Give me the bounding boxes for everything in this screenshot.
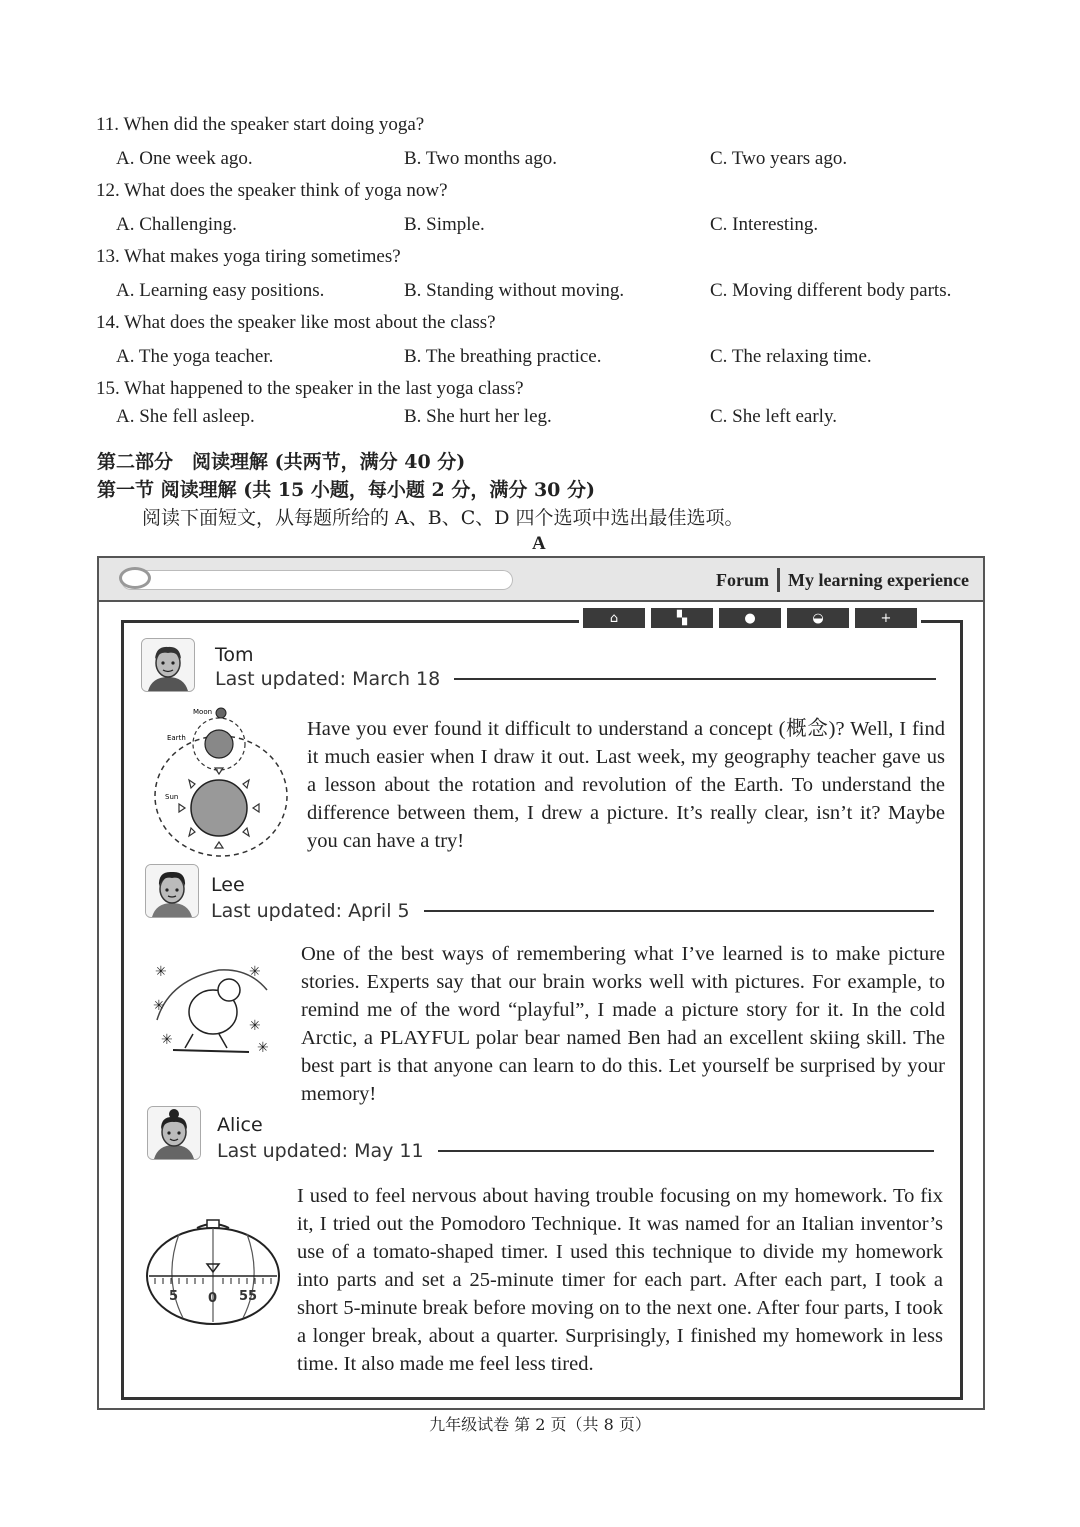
option-b: B. She hurt her leg. — [404, 406, 552, 427]
earth-sun-diagram — [149, 702, 299, 866]
option-c: C. Two years ago. — [710, 148, 848, 169]
option-a: A. One week ago. — [116, 148, 253, 169]
question-15 — [96, 378, 1026, 430]
user-icon[interactable]: ● — [719, 608, 781, 628]
girl-avatar-icon — [148, 1107, 200, 1159]
question-stem: 12. What does the speaker think of yoga now? — [96, 180, 448, 201]
forum-topbar — [99, 558, 983, 602]
add-icon[interactable]: + — [855, 608, 917, 628]
post-timestamp-text: Last updated: May 11 — [217, 1140, 424, 1162]
svg-text:✳: ✳ — [249, 964, 261, 980]
post-body: One of the best ways of remembering what I’ve learned is to make picture stories. Experts say that our brain works well with pictures. For example, to remind me of the word “playful”, I made a picture story for it. In the cold Arctic, a PLAYFUL polar bear named Ben had an excellent skiing skill. The best part is that anyone can learn to do this. Let yourself be surprised by your memory! — [301, 943, 945, 1105]
divider — [438, 1150, 934, 1152]
option-a: A. Challenging. — [116, 214, 237, 235]
question-stem: 15. What happened to the speaker in the last yoga class? — [96, 378, 524, 399]
search-input[interactable] — [121, 570, 513, 590]
option-a: A. She fell asleep. — [116, 406, 255, 427]
question-stem: 13. What makes yoga tiring sometimes? — [96, 246, 401, 267]
avatar — [145, 864, 199, 918]
moon-label: Moon — [193, 708, 213, 716]
option-b: B. Two months ago. — [404, 148, 557, 169]
tomato-timer-icon — [143, 1218, 283, 1330]
forum-title: My learning experience — [788, 569, 969, 590]
listening-questions — [96, 114, 1026, 430]
post-author[interactable]: Tom — [215, 644, 254, 666]
option-b: B. The breathing practice. — [404, 346, 602, 367]
post-author[interactable]: Lee — [211, 874, 245, 896]
svg-text:✳: ✳ — [257, 1040, 269, 1056]
question-stem: 11. When did the speaker start doing yoga? — [96, 114, 425, 135]
post-body: Have you ever found it difficult to understand a concept (概念)? Well, I find it much easier when I draw it out. Last week, my geography teacher gave us a lesson about the rotation and revolution of the Earth. To understand the difference between them, I drew a picture. It’s really clear, isn’t it? Maybe you can have a try! — [307, 718, 945, 852]
timer-number: 55 — [239, 1289, 258, 1304]
question-stem: 14. What does the speaker like most about the class? — [96, 312, 496, 333]
option-c: C. Moving different body parts. — [710, 280, 952, 301]
search-icon — [119, 567, 151, 589]
option-c: C. Interesting. — [710, 214, 819, 235]
sun-label: Sun — [165, 793, 179, 801]
svg-text:✳: ✳ — [155, 964, 167, 980]
forum-toolbar — [579, 608, 921, 628]
boy-avatar-icon — [142, 639, 194, 691]
home-icon[interactable]: ⌂ — [583, 608, 645, 628]
svg-text:✳: ✳ — [153, 998, 165, 1014]
option-b: B. Simple. — [404, 214, 485, 235]
option-c: C. She left early. — [710, 406, 837, 427]
avatar — [141, 638, 195, 692]
chat-icon[interactable]: ◒ — [787, 608, 849, 628]
svg-text:✳: ✳ — [249, 1018, 261, 1034]
instructions: 阅读下面短文，从每题所给的 A、B、C、D 四个选项中选出最佳选项。 — [142, 507, 744, 529]
section-heading: 第二部分 阅读理解 (共两节，满分 40 分) — [97, 451, 466, 473]
earth-label: Earth — [167, 734, 186, 742]
post-timestamp — [217, 1140, 934, 1162]
post-timestamp-text: Last updated: April 5 — [211, 900, 410, 922]
post-author[interactable]: Alice — [217, 1114, 263, 1136]
post-timestamp — [211, 900, 934, 922]
divider — [424, 910, 934, 912]
page-footer: 九年级试卷 第 2 页（共 8 页） — [429, 1415, 651, 1434]
question-12 — [96, 180, 1026, 246]
subsection-heading: 第一节 阅读理解 (共 15 小题，每小题 2 分，满分 30 分) — [97, 479, 595, 501]
svg-text:✳: ✳ — [161, 1032, 173, 1048]
breadcrumb-divider — [777, 568, 780, 592]
question-14 — [96, 312, 1026, 378]
forum-window — [97, 556, 985, 1410]
forum-breadcrumb — [716, 568, 969, 592]
timer-number: 5 — [169, 1289, 179, 1304]
divider — [454, 678, 936, 680]
question-13 — [96, 246, 1026, 312]
post-timestamp — [215, 668, 936, 690]
question-11 — [96, 114, 1026, 180]
post-timestamp-text: Last updated: March 18 — [215, 668, 441, 690]
post-body: I used to feel nervous about having trouble focusing on my homework. To fix it, I tried out the Pomodoro Technique. It was named for an Italian inventor’s use of a tomato-shaped timer. I used this technique to divide my homework into parts and set a 25-minute timer for each part. After each part, I took a short 5-minute break before moving on to the next one. After four parts, I took a longer break, about a quarter. Surprisingly, I finished my homework in less time. It also made me feel less tired. — [297, 1185, 943, 1375]
avatar — [147, 1106, 201, 1160]
option-a: A. Learning easy positions. — [116, 280, 325, 301]
forum-label[interactable]: Forum — [716, 569, 770, 590]
boy-avatar-icon — [146, 865, 198, 917]
option-c: C. The relaxing time. — [710, 346, 872, 367]
option-a: A. The yoga teacher. — [116, 346, 274, 367]
grid-icon[interactable]: ▚ — [651, 608, 713, 628]
timer-number: 0 — [208, 1291, 218, 1306]
option-b: B. Standing without moving. — [404, 280, 625, 301]
polar-bear-skiing-icon — [149, 960, 273, 1060]
passage-letter: A — [532, 533, 546, 554]
